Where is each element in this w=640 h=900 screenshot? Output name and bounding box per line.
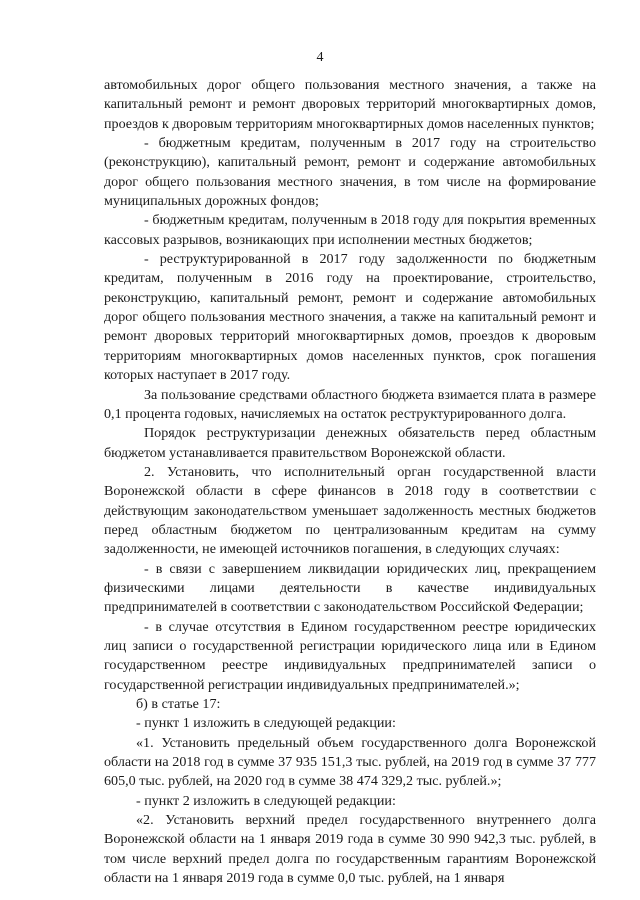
paragraph: - пункт 2 изложить в следующей редакции: xyxy=(136,792,396,809)
paragraph: - в связи с завершением ликвидации юридических лиц, прекращением физическими лицами деятельности в качестве индивидуальных предпринимателей в соответствии с законодательством Российской Федерации; xyxy=(104,560,596,616)
document-body xyxy=(104,76,596,888)
paragraph: - в случае отсутствия в Едином государственном реестре юридических лиц записи о государственной регистрации юридического лица или в Едином государственном реестре индивидуальных предпринимателей записи о государственной регистрации индивидуальных предпринимателей.»; xyxy=(104,618,596,693)
paragraph: б) в статье 17: xyxy=(136,696,221,712)
paragraph: За пользование средствами областного бюджета взимается плата в размере 0,1 процента годовых, начисляемых на остаток реструктурированного долга. xyxy=(104,386,596,422)
paragraph: «2. Установить верхний предел государственного внутреннего долга Воронежской области на 1 января 2019 года в сумме 30 990 942,3 тыс. рублей, в том числе верхний предел долга по государственным гарантиям Воронежской области на 1 января 2019 года в сумме 0,0 тыс. рублей, на 1 января xyxy=(104,812,596,887)
paragraph: Порядок реструктуризации денежных обязательств перед областным бюджетом устанавливается правительством Воронежской области. xyxy=(104,425,596,461)
paragraph: - бюджетным кредитам, полученным в 2018 году для покрытия временных кассовых разрывов, возникающих при исполнении местных бюджетов; xyxy=(104,212,596,248)
paragraph: 2. Установить, что исполнительный орган государственной власти Воронежской области в сфере финансов в 2018 году в соответствии с действующим законодательством уменьшает задолженность местных бюджетов перед областным бюджетом по централизованным кредитам на сумму задолженности, не имеющей источников погашения, в следующих случаях: xyxy=(104,463,596,558)
paragraph: - пункт 1 изложить в следующей редакции: xyxy=(136,715,396,732)
paragraph: «1. Установить предельный объем государственного долга Воронежской области на 2018 год в сумме 37 935 151,3 тыс. рублей, на 2019 год в сумме 37 777 605,0 тыс. рублей, на 2020 год в сумме 38 474 329,2 тыс. рублей.»; xyxy=(104,734,596,790)
page-number: 4 xyxy=(316,50,324,65)
paragraph: автомобильных дорог общего пользования местного значения, а также на капитальный ремонт и ремонт дворовых территорий многоквартирных домов, проездов к дворовым территориям многоквартирных домов населенных пунктов; xyxy=(104,77,596,132)
paragraph: - бюджетным кредитам, полученным в 2017 году на строительство (реконструкцию), капитальный ремонт, ремонт и содержание автомобильных дорог общего пользования местного значения, в том числе на формирование муниципальных дорожных фондов; xyxy=(104,135,596,210)
paragraph: - реструктурированной в 2017 году задолженности по бюджетным кредитам, полученным в 2016 году на проектирование, строительство, реконструкцию, капитальный ремонт, ремонт и содержание автомобильных дорог общего пользования местного значения, а также на капитальный ремонт и ремонт дворовых территорий многоквартирных домов, проездов к дворовым территориям многоквартирных домов населенных пунктов, срок погашения которых наступает в 2017 году. xyxy=(104,251,596,384)
